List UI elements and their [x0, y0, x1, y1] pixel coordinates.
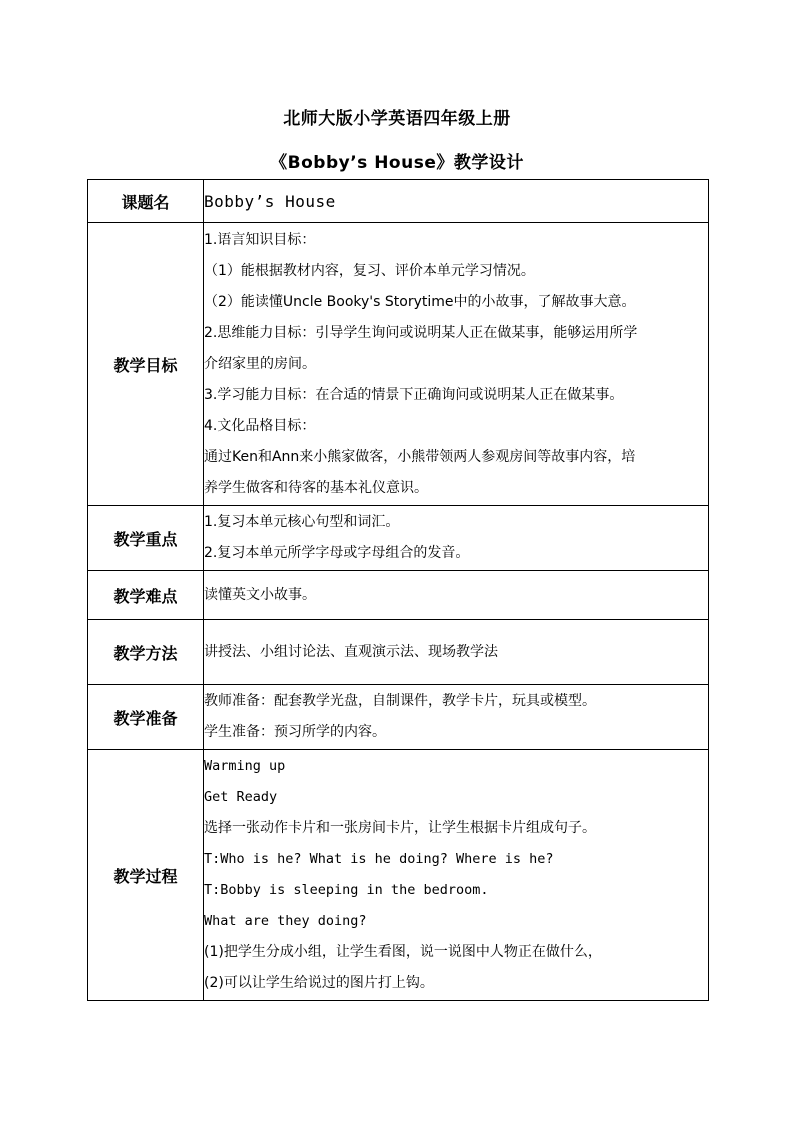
topic-value: Bobby’s House — [204, 191, 336, 211]
method-line: 讲授法、小组讨论法、直观演示法、现场教学法 — [204, 643, 498, 660]
document-subtitle: 《Bobby’s House》教学设计 — [270, 153, 524, 173]
process-cell — [204, 750, 709, 1001]
key-point-line: 2.复习本单元所学字母或字母组合的发音。 — [204, 545, 470, 561]
process-line: Warming up — [204, 758, 286, 774]
key-point-line: 1.复习本单元核心句型和词汇。 — [204, 514, 400, 530]
row-objectives — [88, 223, 709, 506]
preparation-line: 学生准备：预习所学的内容。 — [204, 724, 386, 740]
row-preparation — [88, 685, 709, 750]
objectives-label: 教学目标 — [88, 223, 204, 506]
process-line: 选择一张动作卡片和一张房间卡片，让学生根据卡片组成句子。 — [204, 820, 596, 836]
difficulty-line: 读懂英文小故事。 — [204, 586, 316, 603]
process-label: 教学过程 — [88, 750, 204, 1001]
process-line: T:Bobby is sleeping in the bedroom. — [204, 882, 489, 898]
objectives-cell — [204, 223, 709, 506]
difficulties-label: 教学难点 — [88, 571, 204, 620]
objective-line: 2.思维能力目标：引导学生询问或说明某人正在做某事，能够运用所学 — [204, 324, 638, 341]
preparation-cell — [204, 685, 709, 750]
objective-line: 4.文化品格目标： — [204, 417, 316, 434]
objective-line: 通过Ken和Ann来小熊家做客，小熊带领两人参观房间等故事内容，培 — [204, 448, 636, 465]
topic-cell — [204, 180, 709, 223]
methods-label: 教学方法 — [88, 620, 204, 685]
row-topic — [88, 180, 709, 223]
row-methods — [88, 620, 709, 685]
row-process — [88, 750, 709, 1001]
process-line: Get Ready — [204, 789, 278, 805]
objective-line: 1.语言知识目标： — [204, 231, 316, 248]
key-points-label: 教学重点 — [88, 506, 204, 571]
topic-label: 课题名 — [88, 180, 204, 223]
objective-line: （1）能根据教材内容，复习、评价本单元学习情况。 — [204, 262, 535, 279]
row-difficulties — [88, 571, 709, 620]
objective-line: 3.学习能力目标：在合适的情景下正确询问或说明某人正在做某事。 — [204, 386, 624, 403]
lesson-plan-table — [87, 179, 709, 1001]
process-line: (2)可以让学生给说过的图片打上钩。 — [204, 975, 434, 991]
document-title: 北师大版小学英语四年级上册 — [283, 109, 511, 129]
process-line: (1)把学生分成小组，让学生看图，说一说图中人物正在做什么， — [204, 944, 602, 960]
difficulties-cell — [204, 571, 709, 620]
objective-line: 介绍家里的房间。 — [204, 355, 316, 372]
objective-line: 养学生做客和待客的基本礼仪意识。 — [204, 479, 428, 496]
preparation-label: 教学准备 — [88, 685, 204, 750]
process-line: T:Who is he? What is he doing? Where is he? — [204, 851, 554, 867]
process-line: What are they doing? — [204, 913, 367, 929]
methods-cell — [204, 620, 709, 685]
preparation-line: 教师准备：配套教学光盘，自制课件，教学卡片，玩具或模型。 — [204, 693, 596, 709]
row-key-points — [88, 506, 709, 571]
key-points-cell — [204, 506, 709, 571]
objective-line: （2）能读懂Uncle Booky's Storytime中的小故事，了解故事大意。 — [204, 293, 636, 310]
